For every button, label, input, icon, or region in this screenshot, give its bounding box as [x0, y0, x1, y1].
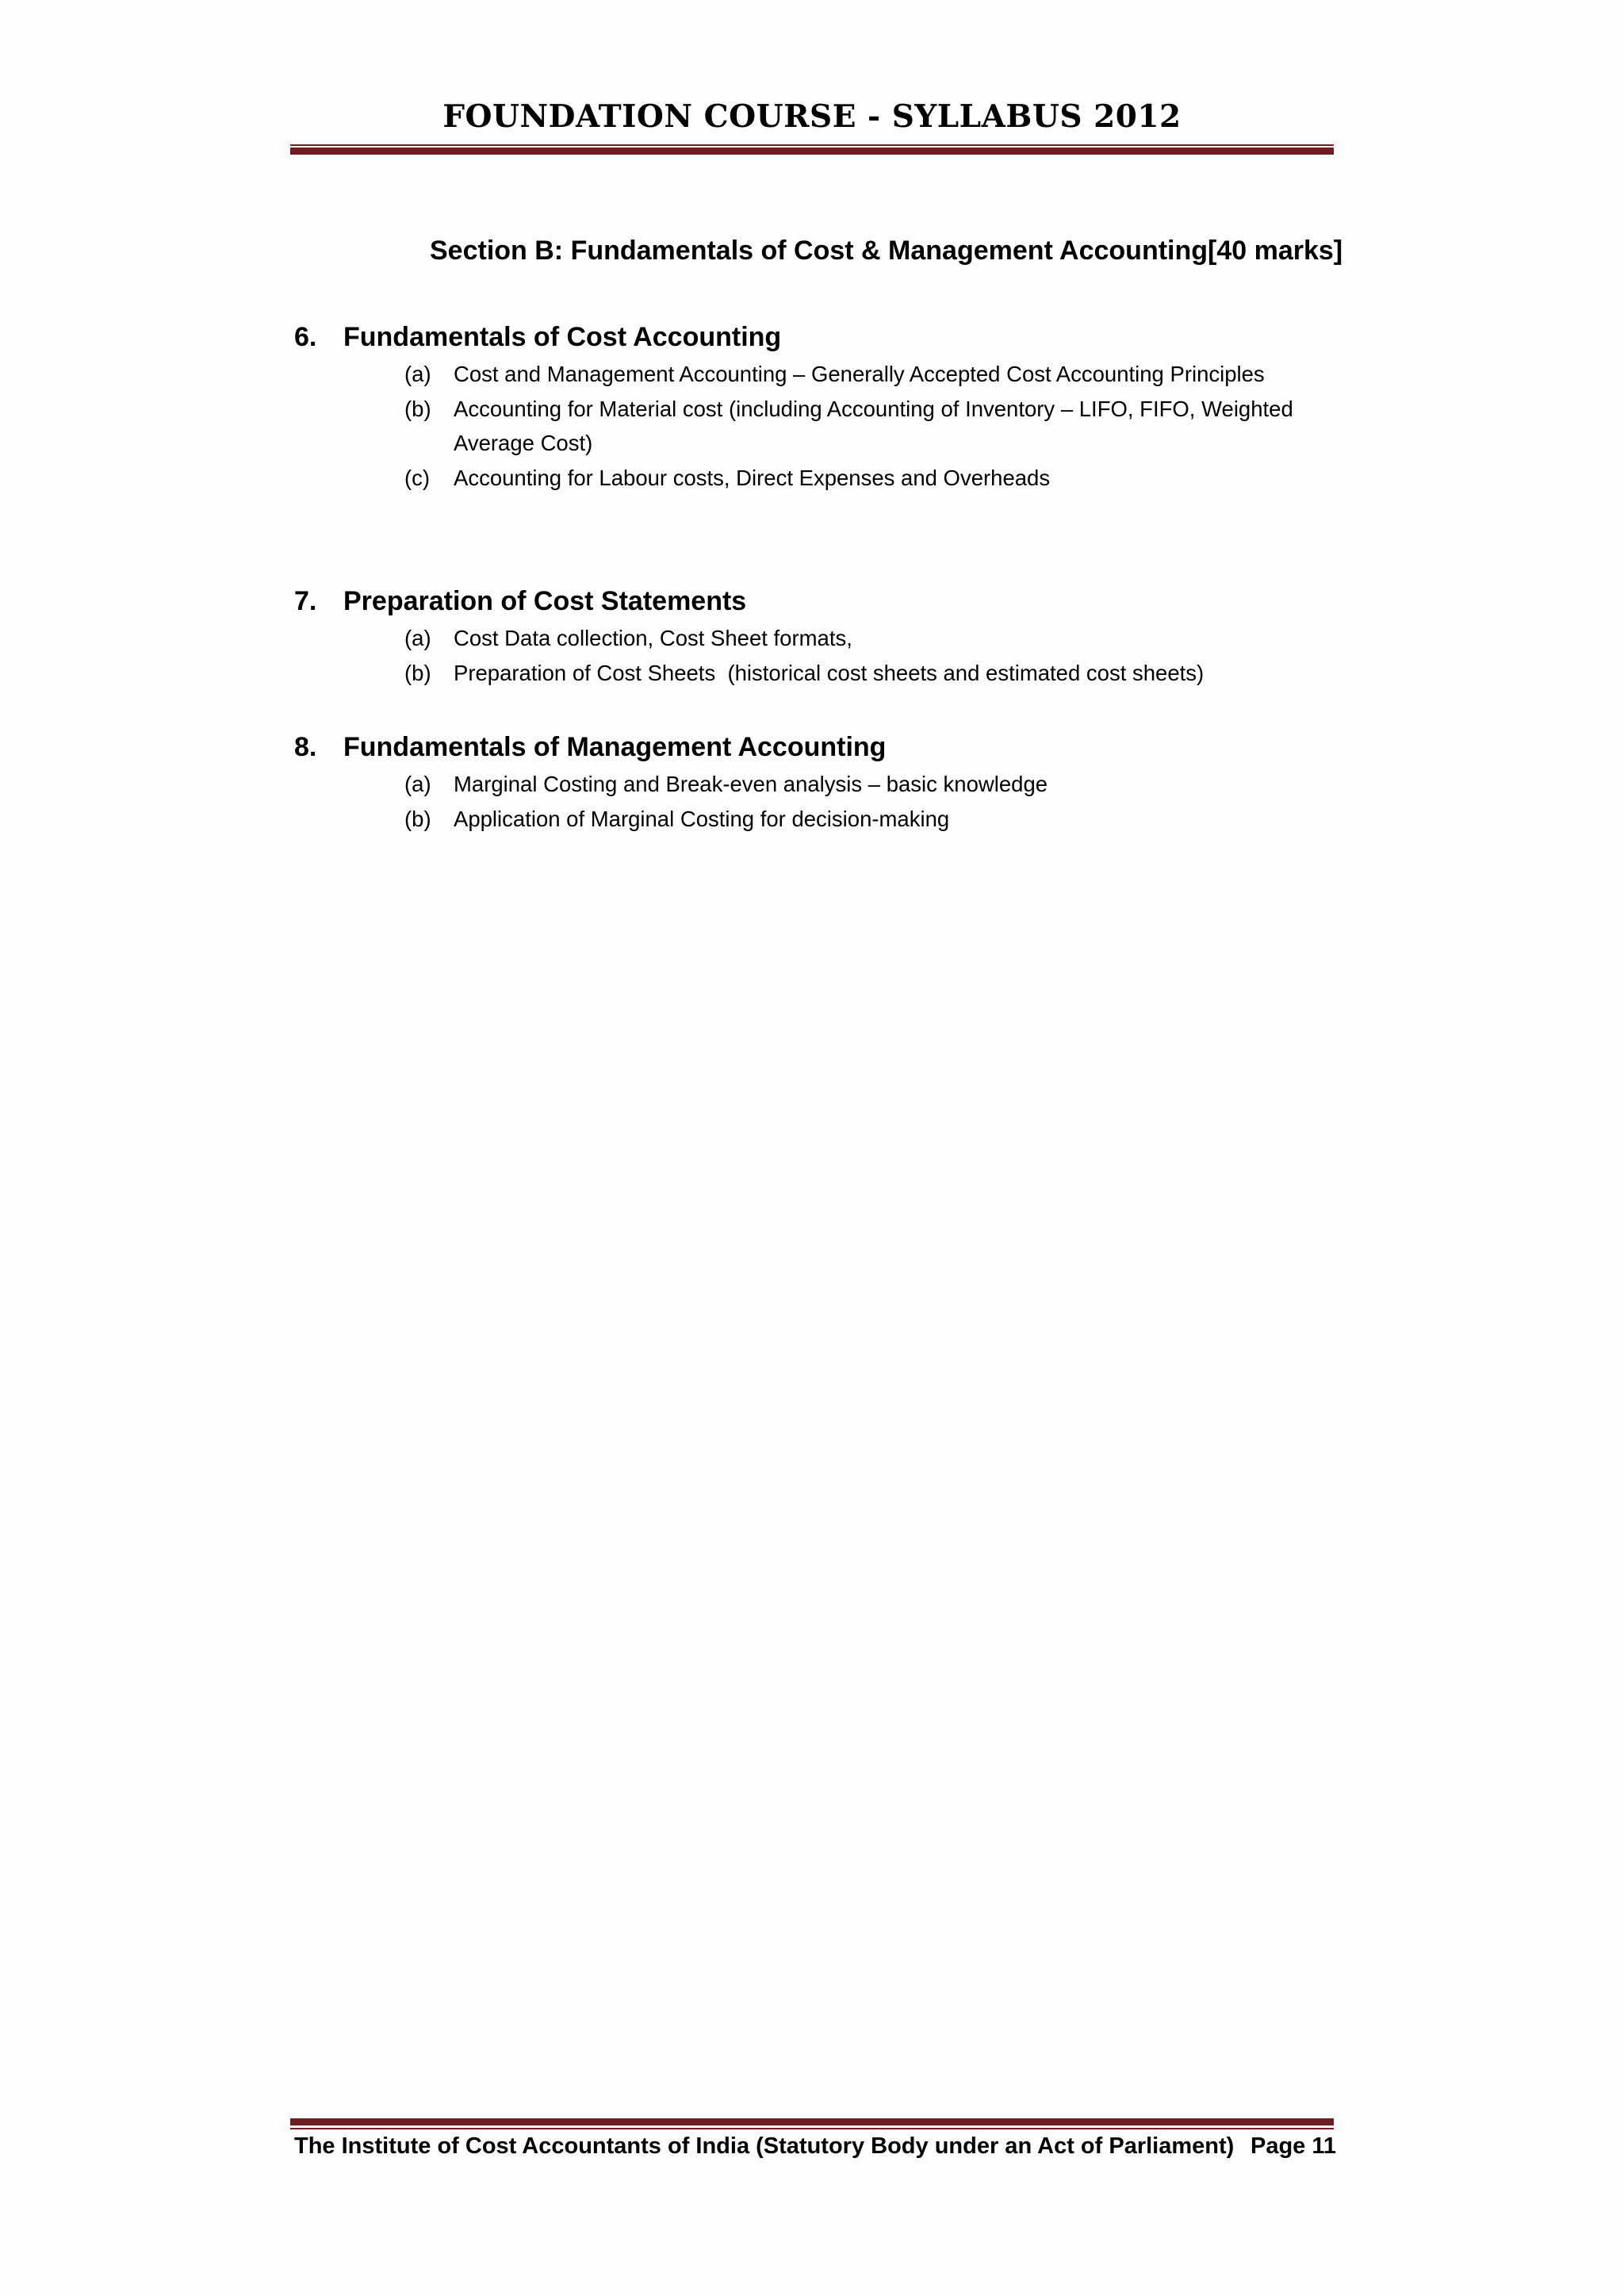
subtopic-text: Application of Marginal Costing for decision-making: [454, 806, 950, 831]
page-header-title: FOUNDATION COURSE - SYLLABUS 2012: [442, 98, 1182, 135]
subtopic-text: Preparation of Cost Sheets (historical cost sheets and estimated cost sheets): [454, 660, 1205, 685]
header-rule-thin: [290, 144, 1334, 146]
subtopic-item: [404, 392, 1341, 461]
subtopic-item: [404, 767, 1341, 802]
subtopic-letter: (b): [404, 806, 431, 831]
footer-institute: The Institute of Cost Accountants of India (Statutory Body under an Act of Parliament): [294, 2133, 1235, 2159]
subtopic-letter: (a): [404, 362, 431, 386]
footer-rule-thick: [290, 2118, 1334, 2125]
subtopic-item: [404, 621, 1341, 656]
subtopic-item: [404, 357, 1341, 392]
topic-7: [294, 583, 1341, 690]
footer-page-number: Page 11: [1251, 2133, 1337, 2159]
topic-title: Fundamentals of Cost Accounting: [343, 322, 782, 352]
subtopic-text: Cost Data collection, Cost Sheet formats,: [454, 626, 852, 650]
subtopic-letter: (a): [404, 772, 431, 796]
subtopic-item: [404, 802, 1341, 837]
subtopic-list: [404, 767, 1341, 836]
subtopic-letter: (b): [404, 660, 431, 685]
header-rule-thick: [290, 148, 1334, 155]
topic-8: [294, 729, 1341, 836]
footer-rule-thin: [290, 2128, 1334, 2129]
subtopic-list: [404, 357, 1341, 495]
subtopic-letter: (a): [404, 626, 431, 650]
subtopic-text: Marginal Costing and Break-even analysis – basic knowledge: [454, 772, 1048, 796]
subtopic-item: [404, 656, 1341, 691]
topic-number: 8.: [294, 732, 317, 762]
subtopic-text: Accounting for Material cost (including Accounting of Inventory – LIFO, FIFO, Weighted Average Cost): [454, 396, 1293, 455]
topic-6: [294, 319, 1341, 495]
topic-number: 6.: [294, 322, 317, 352]
topic-title-row: [294, 729, 1341, 765]
subtopic-text: Cost and Management Accounting – Generally Accepted Cost Accounting Principles: [454, 362, 1265, 386]
subtopic-letter: (b): [404, 396, 431, 421]
topic-title-row: [294, 583, 1341, 619]
subtopic-letter: (c): [404, 465, 431, 490]
section-heading: Section B: Fundamentals of Cost & Management Accounting[40 marks]: [430, 236, 1343, 266]
topic-number: 7.: [294, 586, 317, 616]
topic-title-row: [294, 319, 1341, 355]
subtopic-item: [404, 461, 1341, 496]
topic-title: Preparation of Cost Statements: [343, 586, 747, 616]
subtopic-list: [404, 621, 1341, 690]
topic-title: Fundamentals of Management Accounting: [343, 732, 887, 762]
subtopic-text: Accounting for Labour costs, Direct Expenses and Overheads: [454, 465, 1051, 490]
